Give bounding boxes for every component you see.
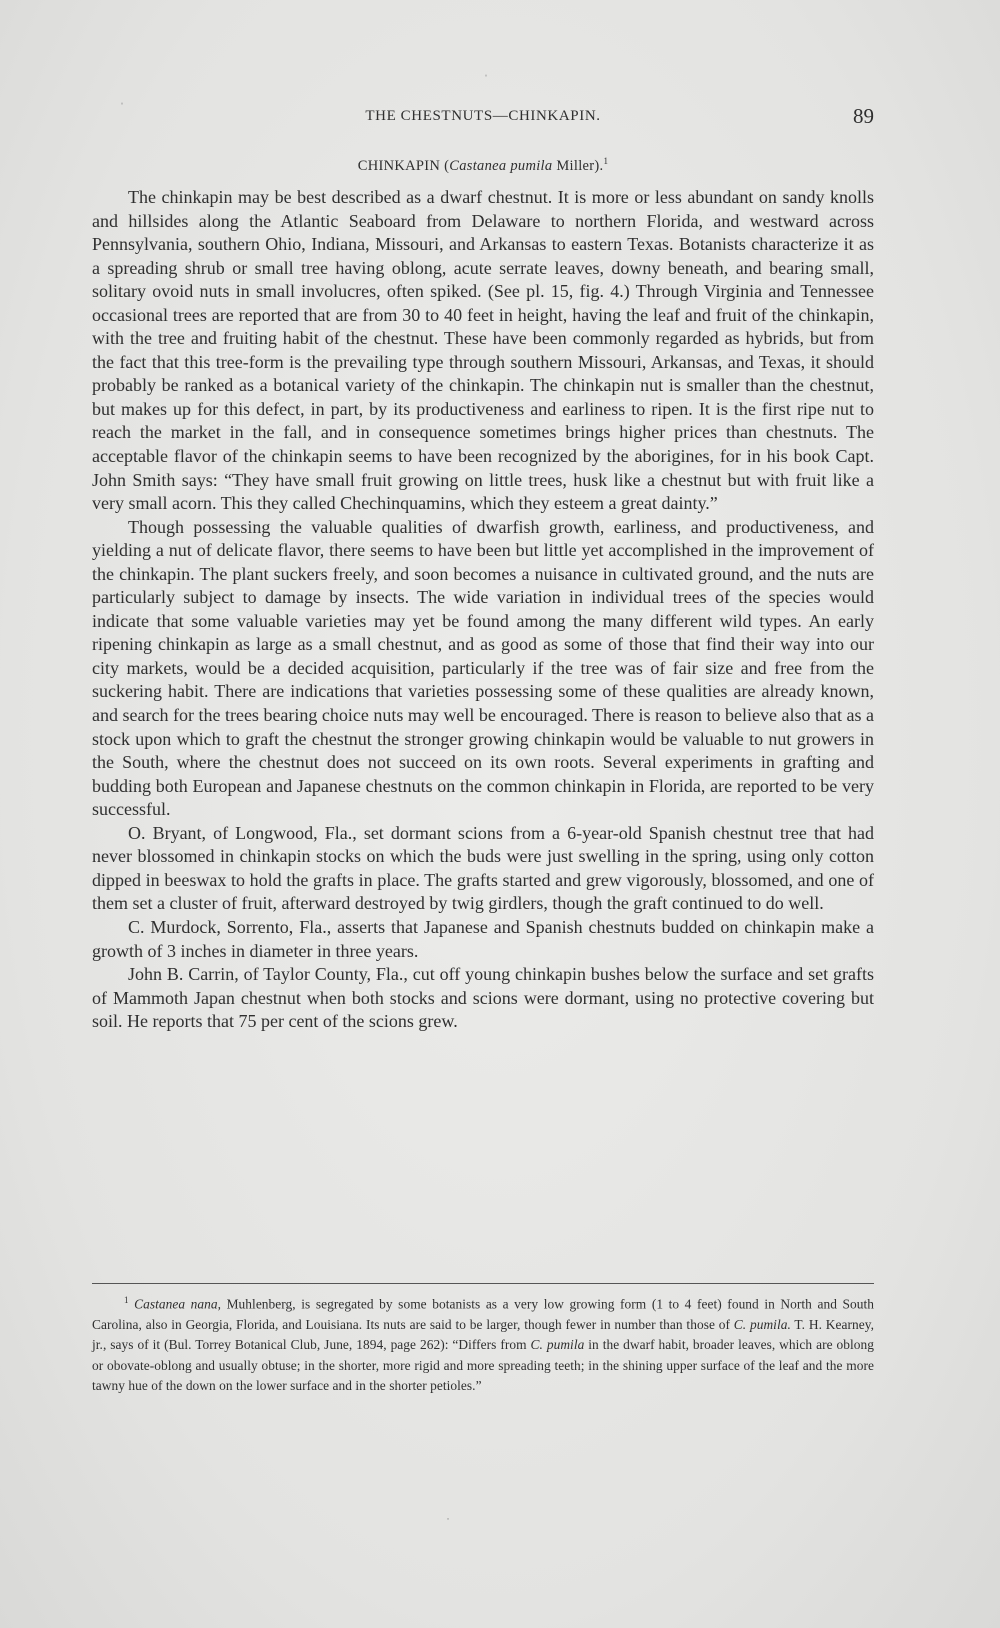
page-number: 89 (853, 104, 874, 128)
footnote-italic: C. pumila. (733, 1316, 791, 1332)
footnote (92, 1290, 874, 1397)
scan-speck: ˈ (120, 100, 124, 114)
scan-speck: ˙ (446, 1515, 450, 1529)
scan-speck: ˈ (484, 72, 488, 86)
section-heading-suffix: Miller). (552, 157, 604, 174)
footnote-divider (92, 1283, 874, 1284)
running-head (92, 104, 874, 134)
paragraph: John B. Carrin, of Taylor County, Fla., cut off young chinkapin bushes below the surface and set grafts of Mammoth Japan chestnut when both stocks and scions were dormant, using no protective covering but soil. He reports that 75 per cent of the scions grew. (92, 964, 874, 1032)
paragraph: The chinkapin may be best described as a dwarf chestnut. It is more or less abundant on sandy knolls and hillsides along the Atlantic Seaboard from Delaware to northern Florida, and westward across Pennsylvania, southern Ohio, Indiana, Missouri, and Arkansas to eastern Texas. Botanists characterize it as a spreading shrub or small tree having oblong, acute serrate leaves, downy beneath, and bearing small, solitary ovoid nuts in small involucres, often spiked. (See pl. 15, fig. 4.) Through Virginia and Tennessee occasional trees are reported that are from 30 to 40 feet in height, having the leaf and fruit of the chinkapin, with the tree and fruiting habit of the chestnut. These have been commonly regarded as hybrids, but from the fact that this tree-form is the prevailing type through southern Missouri, Arkansas, and Texas, it should probably be ranked as a botanical variety of the chinkapin. The chinkapin nut is smaller than the chestnut, but makes up for this defect, in part, by its productiveness and earliness to ripen. It is the first ripe nut to reach the market in the fall, and in consequence sometimes brings higher prices than chestnuts. The acceptable flavor of the chinkapin seems to have been recognized by the aborigines, for in his book Capt. John Smith says: “They have small fruit growing on little trees, husk like a chestnut but with fruit like a very small acorn. This they called Chechinquamins, which they esteem a great dainty.” (92, 187, 874, 514)
section-heading-prefix: CHINKAPIN ( (357, 157, 450, 174)
footnote-text: in the dwarf habit, broader leaves, which are oblong or obovate-oblong and usually obtuse; in the shorter, more rigid and more spreading teeth; in the shining upper surface of the leaf and the more tawny hue of the down on the lower surface and in the shorter petioles.” (92, 1337, 874, 1394)
footnote-italic: C. pumila (530, 1337, 585, 1353)
section-heading (92, 156, 874, 175)
running-title: THE CHESTNUTS—CHINKAPIN. (365, 108, 601, 124)
paragraph: Though possessing the valuable qualities of dwarfish growth, earliness, and productiveness, and yielding a nut of delicate flavor, there seems to have been but little yet accomplished in the improvement of the chinkapin. The plant suckers freely, and soon becomes a nuisance in cultivated ground, and the nuts are particularly subject to damage by insects. The wide variation in individual trees of the species would indicate that some valuable varieties may yet be found among the many different wild types. An early ripening chinkapin as large as a small chestnut, and as good as some of those that find their way into our city markets, would be a decided acquisition, particularly if the tree was of fair size and free from the suckering habit. There are indications that varieties possessing some of these qualities are already known, and search for the trees bearing choice nuts may well be encouraged. There is reason to believe also that as a stock upon which to graft the chestnut the stronger growing chinkapin would be valuable to nut growers in the South, where the chestnut does not succeed on its own roots. Several experiments in grafting and budding both European and Japanese chestnuts on the common chinkapin in Florida, are reported to be very successful. (92, 516, 874, 820)
section-heading-species: Castanea pumila (449, 157, 553, 174)
body-text (92, 186, 874, 1034)
footnote-reference: 1 (603, 156, 609, 166)
footnote-italic: Castanea nana, (134, 1296, 222, 1312)
footnote-text: T. H. Kearney, jr., says of it (Bul. Torrey Botanical Club, June, 1894, page 262): “Differs from (92, 1316, 874, 1353)
footnote-mark: 1 (124, 1295, 129, 1305)
paragraph: C. Murdock, Sorrento, Fla., asserts that Japanese and Spanish chestnuts budded on chinkapin make a growth of 3 inches in diameter in three years. (92, 916, 874, 961)
footnote-text: Muhlenberg, is segregated by some botanists as a very low growing form (1 to 4 feet) found in North and South Carolina, also in Georgia, Florida, and Louisiana. Its nuts are said to be larger, though fewer in number than those of (92, 1296, 875, 1332)
paragraph: O. Bryant, of Longwood, Fla., set dormant scions from a 6-year-old Spanish chestnut tree that had never blossomed in chinkapin stocks on which the buds were just swelling in the spring, using only cotton dipped in beeswax to hold the grafts in place. The grafts started and grew vigorously, blossomed, and one of them set a cluster of fruit, afterward destroyed by twig girdlers, though the graft continued to do well. (92, 822, 874, 914)
